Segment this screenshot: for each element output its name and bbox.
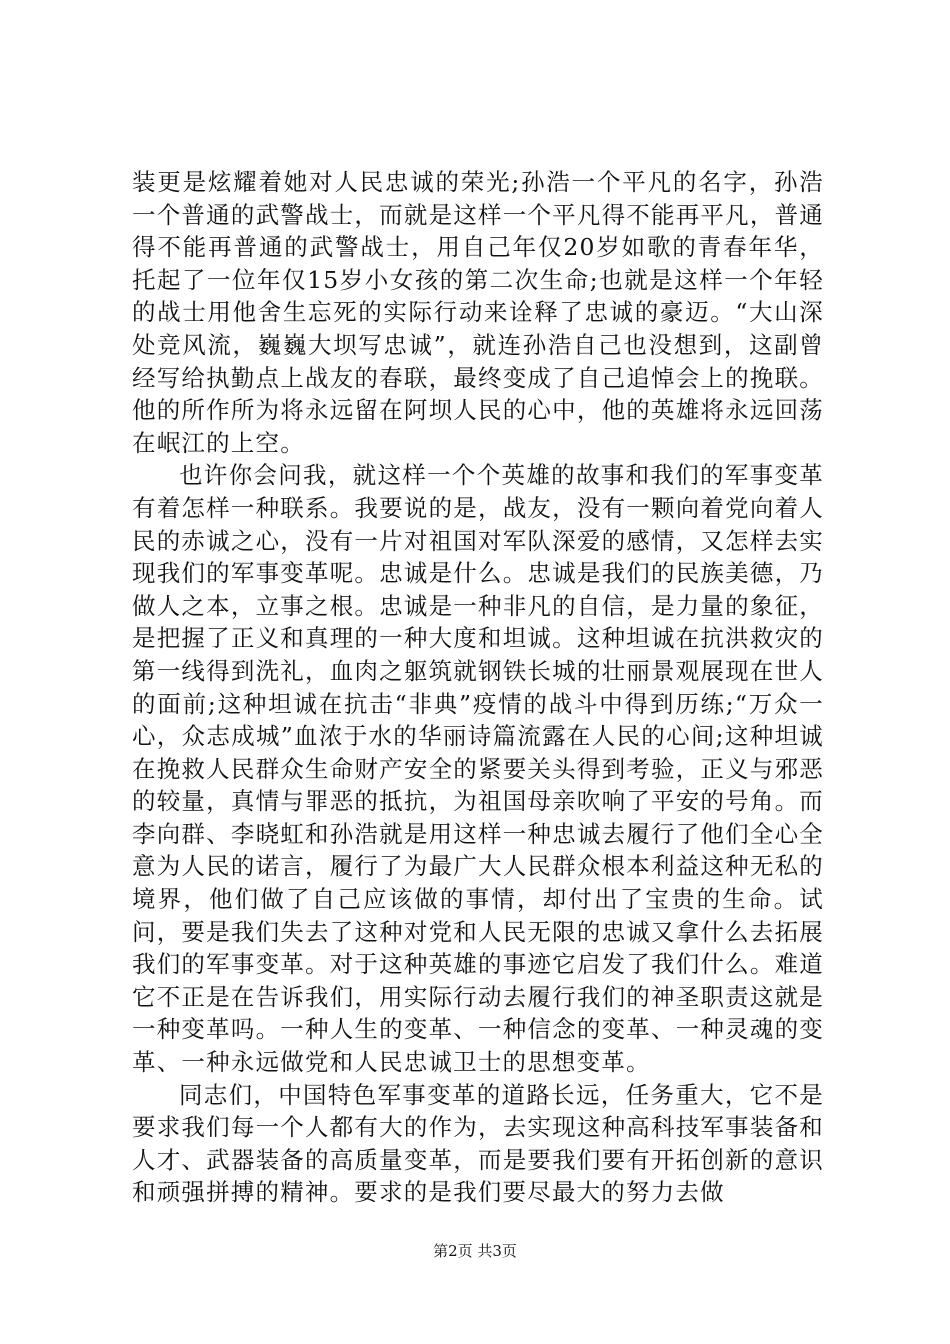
page-number-footer: 第2页 共3页 [433,1242,517,1260]
paragraph-3: 同志们，中国特色军事变革的道路长远，任务重大，它不是要求我们每一个人都有大的作为，去实现这种高科技军事装备和人才、武器装备的高质量变革，而是要我们要有开拓创新的意识和顽强拼搏的精神。要求的是我们要尽最大的努力去做 [132,1080,824,1207]
paragraph-1: 装更是炫耀着她对人民忠诚的荣光;孙浩一个平凡的名字，孙浩一个普通的武警战士，而就是这样一个平凡得不能再平凡，普通得不能再普通的武警战士，用自己年仅20岁如歌的青春年华，托起了一位年仅15岁小女孩的第二次生命;也就是这样一个年轻的战士用他舍生忘死的实际行动来诠释了忠诚的豪迈。“大山深处竞风流，巍巍大坝写忠诚”，就连孙浩自己也没想到，这副曾经写给执勤点上战友的春联，最终变成了自己追悼会上的挽联。他的所作所为将永远留在阿坝人民的心中，他的英雄将永远回荡在岷江的上空。 [132,168,824,457]
paragraph-2: 也许你会问我，就这样一个个英雄的故事和我们的军事变革有着怎样一种联系。我要说的是，战友，没有一颗向着党向着人民的赤诚之心，没有一片对祖国对军队深爱的感情，又怎样去实现我们的军事变革呢。忠诚是什么。忠诚是我们的民族美德，乃做人之本，立事之根。忠诚是一种非凡的自信，是力量的象征，是把握了正义和真理的一种大度和坦诚。这种坦诚在抗洪救灾的第一线得到洗礼，血肉之躯筑就钢铁长城的壮丽景观展现在世人的面前;这种坦诚在抗击“非典”疫情的战斗中得到历练;“万众一心，众志成城”血浓于水的华丽诗篇流露在人民的心间;这种坦诚在挽救人民群众生命财产安全的紧要关头得到考验，正义与邪恶的较量，真情与罪恶的抵抗，为祖国母亲吹响了平安的号角。而李向群、李晓虹和孙浩就是用这样一种忠诚去履行了他们全心全意为人民的诺言，履行了为最广大人民群众根本利益这种无私的境界，他们做了自己应该做的事情，却付出了宝贵的生命。试问，要是我们失去了这种对党和人民无限的忠诚又拿什么去拓展我们的军事变革。对于这种英雄的事迹它启发了我们什么。难道它不正是在告诉我们，用实际行动去履行我们的神圣职责这就是一种变革吗。一种人生的变革、一种信念的变革、一种灵魂的变革、一种永远做党和人民忠诚卫士的思想变革。 [132,461,824,1077]
document-body [132,166,824,1209]
